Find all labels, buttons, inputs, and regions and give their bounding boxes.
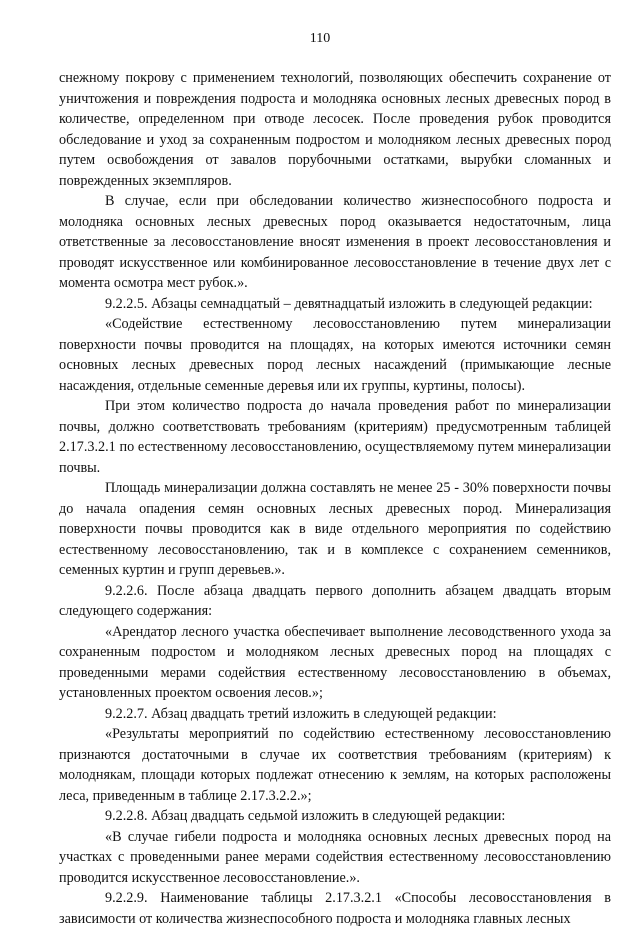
paragraph-mineralization-assistance: «Содействие естественному лесовосстановлению путем минерализации поверхности почвы проводится на площадях, на которых имеются источники семян основных лесных древесных пород лесных насаждений (примыкающие лесные насаждения, отдельные семенные деревья или их группы, куртины, полосы). (59, 316, 611, 394)
paragraph-9-2-2-7: 9.2.2.7. Абзац двадцать третий изложить в следующей редакции: (105, 705, 497, 722)
paragraph-9-2-2-6: 9.2.2.6. После абзаца двадцать первого дополнить абзацем двадцать вторым следующего содержания: (59, 582, 611, 619)
paragraph-insufficient-regrowth: В случае, если при обследовании количество жизнеспособного подроста и молодняка основных лесных древесных пород оказывается недостаточным, лица ответственные за лесовосстановление вносят изменения в проект лесовосстановления и проводят искусственное или комбинированное лесовосстановление в течение двух лет с момента осмотра мест рубок.». (59, 193, 611, 291)
paragraph-results-criteria: «Результаты мероприятий по содействию естественному лесовосстановлению признаются достаточными в случае их соответствия требованиям (критериям) к молоднякам, площади которых подлежат отнесению к землям, на которых расположены леса, приведенным в таблице 2.17.3.2.2.»; (59, 726, 611, 804)
page-number: 110 (309, 31, 331, 46)
document-body (59, 68, 611, 929)
paragraph-artificial-reforestation: «В случае гибели подроста и молодняка основных лесных древесных пород на участках с проведенными ранее мерами содействия естественному лесовосстановлению проводится искусственное лесовосстановление.». (59, 828, 611, 886)
paragraph-9-2-2-8: 9.2.2.8. Абзац двадцать седьмой изложить в следующей редакции: (105, 808, 506, 824)
paragraph-regrowth-requirements: При этом количество подроста до начала проведения работ по минерализации почвы, должно соответствовать требованиям (критериям) предусмотренным таблицей 2.17.3.2.1 по естественному лесовосстановлению, осуществляемому путем минерализации почвы. (59, 398, 611, 476)
paragraph-mineralization-area: Площадь минерализации должна составлять не менее 25 - 30% поверхности почвы до начала опадения семян основных лесных древесных пород. Минерализация поверхности почвы проводится как в виде отдельного мероприятия по содействию естественному лесовосстановлению, так и в комплексе с сохранением семенников, семенных куртин и групп деревьев.». (59, 480, 611, 578)
paragraph-tenant-obligation: «Арендатор лесного участка обеспечивает выполнение лесоводственного ухода за сохраненным подростом и молодняком лесных древесных пород на площадях с проведенными мерами содействия естественному лесовосстановлению в объемах, установленных проектом освоения лесов.»; (59, 623, 611, 701)
paragraph-9-2-2-9: 9.2.2.9. Наименование таблицы 2.17.3.2.1 «Способы лесовосстановления в зависимости от количества жизнеспособного подроста и молодняка главных лесных (59, 890, 611, 927)
paragraph-continuation: снежному покрову с применением технологий, позволяющих обеспечить сохранение от уничтожения и повреждения подроста и молодняка основных лесных древесных пород в количестве, определенном при отводе лесосек. После проведения рубок проводится обследование и уход за сохраненным подростом и молодняком лесных древесных пород путем освобождения от завалов порубочными остатками, вырубки сломанных и поврежденных экземпляров. (59, 70, 611, 189)
paragraph-9-2-2-5: 9.2.2.5. Абзацы семнадцатый – девятнадцатый изложить в следующей редакции: (105, 295, 593, 312)
